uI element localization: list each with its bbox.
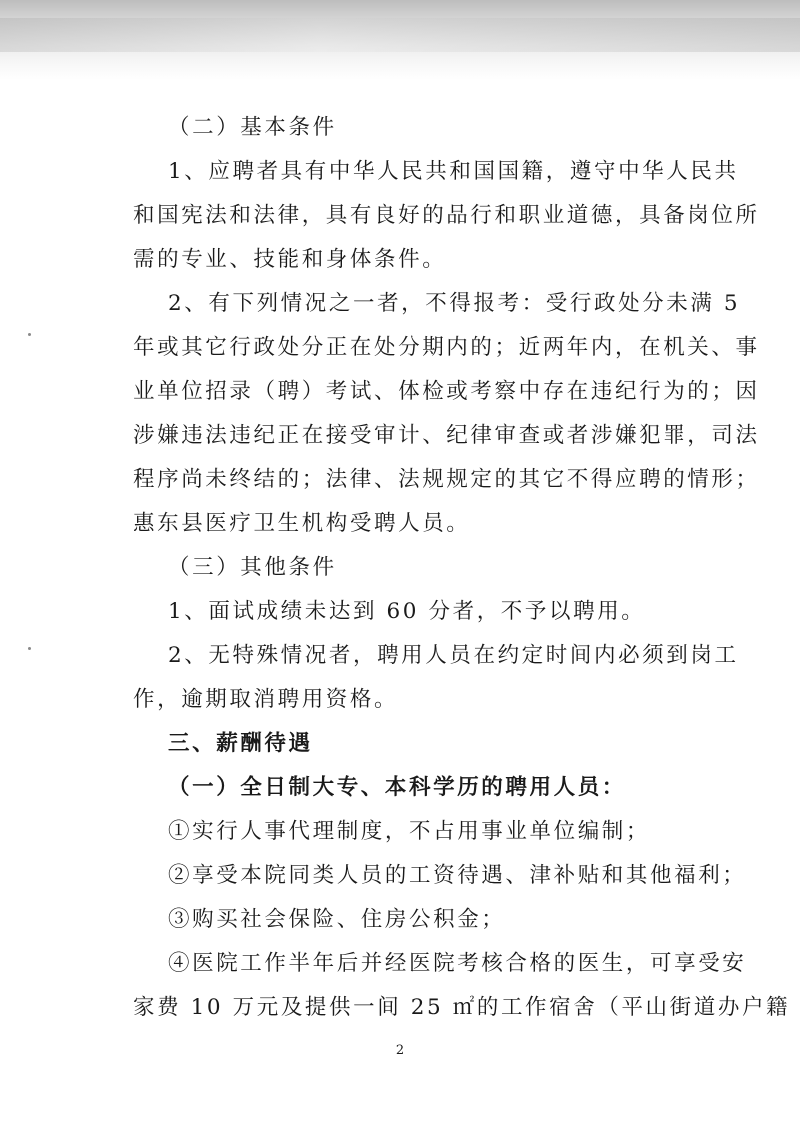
paragraph-line: 惠东县医疗卫生机构受聘人员。 [133,511,471,536]
section-heading: （三）其他条件 [168,555,337,580]
paragraph-line: 2、有下列情况之一者，不得报考：受行政处分未满 5 [168,291,741,316]
paragraph-line: 涉嫌违法违纪正在接受审计、纪律审查或者涉嫌犯罪，司法 [133,423,760,448]
paragraph-line: 需的专业、技能和身体条件。 [133,247,447,272]
list-item: ②享受本院同类人员的工资待遇、津补贴和其他福利； [168,863,747,888]
paragraph-line: 家费 10 万元及提供一间 25 ㎡的工作宿舍（平山街道办户籍 [133,995,791,1020]
paragraph-line: 作，逾期取消聘用资格。 [133,687,399,712]
scan-speck [28,647,31,650]
scan-shadow [0,0,800,80]
section-heading: （二）基本条件 [168,115,337,140]
list-item: ③购买社会保险、住房公积金； [168,907,506,932]
paragraph-line: 业单位招录（聘）考试、体检或考察中存在违纪行为的；因 [133,379,760,404]
scan-speck [28,333,31,336]
paragraph-line: 程序尚未终结的；法律、法规规定的其它不得应聘的情形； [133,467,760,492]
list-item: ④医院工作半年后并经医院考核合格的医生，可享受安 [168,951,747,976]
paragraph-line: 2、无特殊情况者，聘用人员在约定时间内必须到岗工 [168,643,739,668]
scan-band [0,18,800,52]
paragraph-line: 和国宪法和法律，具有良好的品行和职业道德，具备岗位所 [133,203,760,228]
page-number: 2 [395,1043,405,1058]
paragraph-line: 1、面试成绩未达到 60 分者，不予以聘用。 [168,599,646,624]
subsection-heading: （一）全日制大专、本科学历的聘用人员： [168,775,626,800]
paragraph-line: 年或其它行政处分正在处分期内的；近两年内，在机关、事 [133,335,760,360]
section-heading: 三、薪酬待遇 [168,731,313,756]
paragraph-line: 1、应聘者具有中华人民共和国国籍，遵守中华人民共 [168,159,739,184]
list-item: ①实行人事代理制度，不占用事业单位编制； [168,819,651,844]
